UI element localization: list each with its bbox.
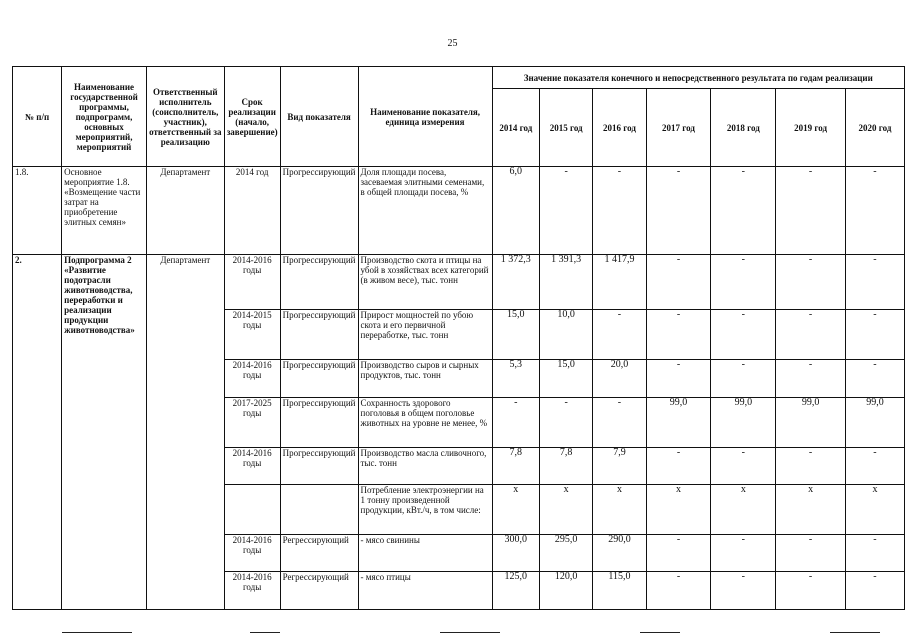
- row-term: 2014-2016 годы: [224, 360, 280, 398]
- row-kind: Прогрессирующий: [280, 255, 358, 310]
- value-2020: -: [845, 572, 904, 610]
- value-2016: 20,0: [593, 360, 646, 398]
- value-2015: -: [540, 167, 593, 255]
- row-term: 2014-2016 годы: [224, 572, 280, 610]
- page-number: 25: [447, 38, 458, 49]
- row-term: 2014 год: [224, 167, 280, 255]
- row-term: 2014-2016 годы: [224, 255, 280, 310]
- value-2018: x: [711, 485, 776, 535]
- row-indicator: Сохранность здорового поголовья в общем поголовье животных на уровне не менее, %: [358, 398, 492, 448]
- scan-edge-line: [250, 632, 280, 633]
- header-kind: Вид показателя: [280, 67, 358, 167]
- row-kind: Прогрессирующий: [280, 398, 358, 448]
- row-indicator: Прирост мощностей по убою скота и его первичной переработке, тыс. тонн: [358, 310, 492, 360]
- value-2014: 7,8: [492, 448, 539, 485]
- value-2016: -: [593, 310, 646, 360]
- value-2020: -: [845, 167, 904, 255]
- value-2017: -: [646, 448, 711, 485]
- value-2020: -: [845, 255, 904, 310]
- value-2017: 99,0: [646, 398, 711, 448]
- value-2018: -: [711, 448, 776, 485]
- value-2019: 99,0: [776, 398, 846, 448]
- value-2014: 1 372,3: [492, 255, 539, 310]
- value-2020: -: [845, 310, 904, 360]
- value-2014: 125,0: [492, 572, 539, 610]
- row-name: Подпрограмма 2 «Развитие подотрасли животноводства, переработки и реализации продукции животноводства»: [62, 255, 147, 610]
- row-term: 2014-2015 годы: [224, 310, 280, 360]
- value-2017: -: [646, 167, 711, 255]
- value-2018: 99,0: [711, 398, 776, 448]
- header-year-2014: 2014 год: [492, 89, 539, 167]
- scan-edge-line: [62, 632, 132, 633]
- value-2016: -: [593, 398, 646, 448]
- value-2019: -: [776, 448, 846, 485]
- value-2019: -: [776, 255, 846, 310]
- header-year-2016: 2016 год: [593, 89, 646, 167]
- value-2015: -: [540, 398, 593, 448]
- row-indicator: Производство скота и птицы на убой в хозяйствах всех категорий (в живом весе), тыс. тонн: [358, 255, 492, 310]
- value-2017: -: [646, 255, 711, 310]
- value-2017: -: [646, 572, 711, 610]
- row-term: 2017-2025 годы: [224, 398, 280, 448]
- value-2015: 120,0: [540, 572, 593, 610]
- row-kind: Регрессирующий: [280, 535, 358, 572]
- row-kind: Прогрессирующий: [280, 360, 358, 398]
- row-indicator: Доля площади посева, засеваемая элитными семенами, в общей площади посева, %: [358, 167, 492, 255]
- value-2015: 7,8: [540, 448, 593, 485]
- row-kind: Регрессирующий: [280, 572, 358, 610]
- header-years-title: Значение показателя конечного и непосредственного результата по годам реализации: [492, 67, 904, 89]
- value-2016: 1 417,9: [593, 255, 646, 310]
- value-2020: -: [845, 535, 904, 572]
- value-2015: 1 391,3: [540, 255, 593, 310]
- value-2020: 99,0: [845, 398, 904, 448]
- row-kind: [280, 485, 358, 535]
- row-responsible: Департамент: [146, 255, 224, 610]
- value-2014: -: [492, 398, 539, 448]
- header-num: № п/п: [13, 67, 62, 167]
- value-2020: x: [845, 485, 904, 535]
- value-2014: 5,3: [492, 360, 539, 398]
- row-indicator: Производство сыров и сырных продуктов, тыс. тонн: [358, 360, 492, 398]
- row-term: 2014-2016 годы: [224, 535, 280, 572]
- row-num: 1.8.: [13, 167, 62, 255]
- value-2014: 300,0: [492, 535, 539, 572]
- value-2015: x: [540, 485, 593, 535]
- value-2019: x: [776, 485, 846, 535]
- header-name: Наименование государственной программы, подпрограмм, основных мероприятий, мероприятий: [62, 67, 147, 167]
- value-2019: -: [776, 360, 846, 398]
- value-2016: x: [593, 485, 646, 535]
- value-2018: -: [711, 572, 776, 610]
- value-2016: 115,0: [593, 572, 646, 610]
- value-2016: 290,0: [593, 535, 646, 572]
- row-num: 2.: [13, 255, 62, 610]
- value-2014: 6,0: [492, 167, 539, 255]
- value-2015: 15,0: [540, 360, 593, 398]
- row-kind: Прогрессирующий: [280, 167, 358, 255]
- header-year-2017: 2017 год: [646, 89, 711, 167]
- row-term: [224, 485, 280, 535]
- value-2020: -: [845, 360, 904, 398]
- value-2019: -: [776, 310, 846, 360]
- value-2017: x: [646, 485, 711, 535]
- value-2018: -: [711, 167, 776, 255]
- value-2014: 15,0: [492, 310, 539, 360]
- header-responsible: Ответственный исполнитель (соисполнитель, участник), ответственный за реализацию: [146, 67, 224, 167]
- row-term: 2014-2016 годы: [224, 448, 280, 485]
- row-kind: Прогрессирующий: [280, 448, 358, 485]
- scan-edge-line: [440, 632, 500, 633]
- header-indicator: Наименование показателя, единица измерения: [358, 67, 492, 167]
- value-2020: -: [845, 448, 904, 485]
- value-2017: -: [646, 535, 711, 572]
- value-2019: -: [776, 167, 846, 255]
- value-2019: -: [776, 535, 846, 572]
- value-2018: -: [711, 360, 776, 398]
- value-2017: -: [646, 360, 711, 398]
- row-name: Основное мероприятие 1.8. «Возмещение части затрат на приобретение элитных семян»: [62, 167, 147, 255]
- header-year-2015: 2015 год: [540, 89, 593, 167]
- scan-edge-line: [640, 632, 680, 633]
- table-row: [13, 255, 905, 310]
- value-2015: 10,0: [540, 310, 593, 360]
- value-2017: -: [646, 310, 711, 360]
- value-2018: -: [711, 255, 776, 310]
- header-year-2018: 2018 год: [711, 89, 776, 167]
- value-2018: -: [711, 310, 776, 360]
- value-2016: -: [593, 167, 646, 255]
- value-2019: -: [776, 572, 846, 610]
- row-indicator: - мясо свинины: [358, 535, 492, 572]
- row-kind: Прогрессирующий: [280, 310, 358, 360]
- row-indicator: - мясо птицы: [358, 572, 492, 610]
- header-year-2019: 2019 год: [776, 89, 846, 167]
- indicators-table: [12, 66, 905, 610]
- value-2014: x: [492, 485, 539, 535]
- value-2015: 295,0: [540, 535, 593, 572]
- header-term: Срок реализации (начало, завершение): [224, 67, 280, 167]
- scan-edge-line: [830, 632, 880, 633]
- row-responsible: Департамент: [146, 167, 224, 255]
- row-indicator: Производство масла сливочного, тыс. тонн: [358, 448, 492, 485]
- header-year-2020: 2020 год: [845, 89, 904, 167]
- row-indicator: Потребление электроэнергии на 1 тонну произведенной продукции, кВт./ч, в том числе:: [358, 485, 492, 535]
- table-row: [13, 167, 905, 255]
- value-2016: 7,9: [593, 448, 646, 485]
- value-2018: -: [711, 535, 776, 572]
